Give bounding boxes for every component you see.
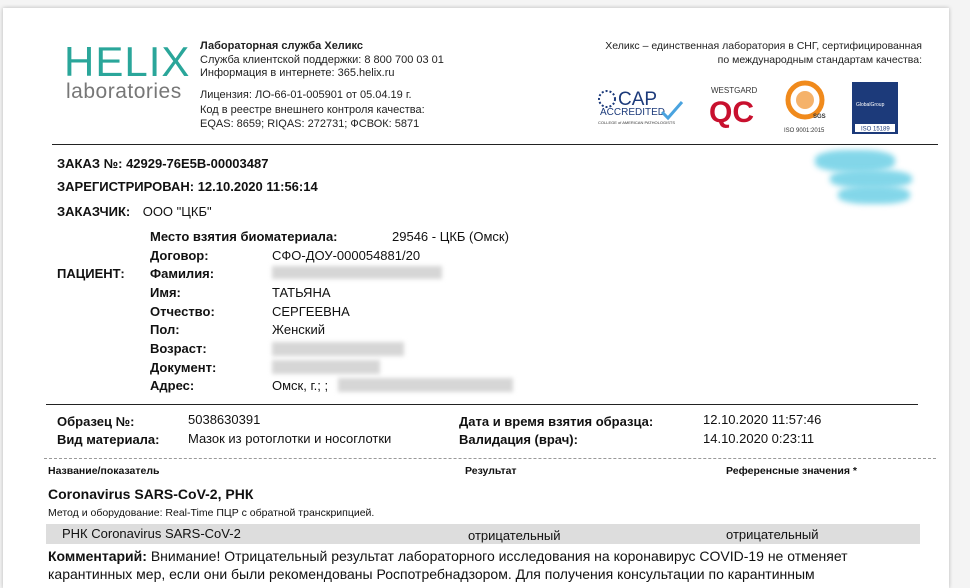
age-label: Возраст: <box>150 341 207 356</box>
sgs-main-text: SGS <box>813 114 826 120</box>
method-label: Метод и оборудование: <box>48 507 163 519</box>
lab-name: Лабораторная служба Хеликс <box>200 40 364 52</box>
sample-number-value: 5038630391 <box>188 412 261 427</box>
certification-text <box>605 40 922 67</box>
sgs-bottom-text: ISO 9001:2015 <box>784 128 825 134</box>
helix-logo-sub: laboratories <box>66 80 182 103</box>
result-row-reference: отрицательный <box>726 527 819 542</box>
col-name-header: Название/показатель <box>48 465 160 477</box>
gg-bottom-text: ISO 15189 <box>861 126 890 133</box>
qc-top-text: WESTGARD <box>711 86 758 95</box>
cap-top-text: CAP <box>618 89 658 110</box>
cap-bottom-text: COLLEGE of AMERICAN PATHOLOGISTS <box>598 120 675 125</box>
order-number-label: ЗАКАЗ №: <box>57 156 123 171</box>
comment-line-2: карантинных мер, если они были рекомендованы Роспотребнадзором. Для получения консультации по карантинным <box>48 566 815 582</box>
result-row-name: РНК Coronavirus SARS-CoV-2 <box>62 526 241 541</box>
sex-label: Пол: <box>150 322 180 337</box>
customer <box>57 203 212 221</box>
sample-taken-label: Дата и время взятия образца: <box>459 414 654 429</box>
westgard-qc-icon <box>708 84 764 128</box>
sample-taken-value: 12.10.2020 11:57:46 <box>703 412 822 427</box>
surname-redacted <box>272 266 442 279</box>
order-number <box>57 156 268 171</box>
order-number-value: 42929-76E5B-00003487 <box>126 156 269 171</box>
address-label: Адрес: <box>150 378 195 393</box>
gg-main-text: GlobalGroup <box>856 102 885 108</box>
patronymic-label: Отчество: <box>150 304 215 319</box>
results-divider <box>44 458 936 459</box>
first-name-label: Имя: <box>150 285 181 300</box>
cap-mid-text: ACCREDITED <box>600 107 666 118</box>
patient-section-label: ПАЦИЕНТ: <box>57 266 125 281</box>
col-reference-header: Референсные значения * <box>726 465 857 477</box>
registered-value: 12.10.2020 11:56:14 <box>197 179 318 194</box>
comment-text-1: Внимание! Отрицательный результат лабораторного исследования на коронавирус COVID-19 не отменяет <box>150 548 848 564</box>
sgs-iso-logo <box>783 80 835 134</box>
method <box>48 507 374 519</box>
lab-quality-code-label: Код в реестре внешнего контроля качества: <box>200 104 425 116</box>
document-label: Документ: <box>150 360 217 375</box>
result-row-value: отрицательный <box>468 528 561 543</box>
first-name-value: ТАТЬЯНА <box>272 285 331 300</box>
lab-quality-codes: EQAS: 8659; RIQAS: 272731; ФСВОК: 5871 <box>200 117 420 130</box>
redaction-mark <box>838 186 910 204</box>
customer-label: ЗАКАЗЧИК: <box>57 204 131 219</box>
surname-label: Фамилия: <box>150 266 215 281</box>
collection-site-value: 29546 - ЦКБ (Омск) <box>392 229 509 244</box>
patronymic-value: СЕРГЕЕВНА <box>272 304 350 319</box>
test-title: Coronavirus SARS-CoV-2, РНК <box>48 486 254 502</box>
address-value: Омск, г.; ; <box>272 378 329 393</box>
lab-phone: Служба клиентской поддержки: 8 800 700 03 01 <box>200 53 444 66</box>
customer-value: ООО "ЦКБ" <box>142 204 212 219</box>
comment-line-1 <box>48 548 848 564</box>
material-label: Вид материала: <box>57 432 160 447</box>
contract-label: Договор: <box>150 248 209 263</box>
cap-accredited-logo <box>598 86 690 126</box>
validation-label: Валидация (врач): <box>459 432 578 447</box>
lab-info <box>200 40 444 131</box>
westgard-qc-logo <box>708 84 764 128</box>
material-value: Мазок из ротоглотки и носоглотки <box>188 431 392 446</box>
qc-main-text: QC <box>709 96 754 128</box>
cert-line-1: Хеликс – единственная лаборатория в СНГ, сертифицированная <box>605 40 922 52</box>
comment-label: Комментарий: <box>48 548 147 564</box>
sample-number-label: Образец №: <box>57 414 135 429</box>
redaction-mark <box>815 150 895 172</box>
sex-value: Женский <box>272 322 325 337</box>
document-redacted <box>272 360 380 374</box>
cert-line-2: по международным стандартам качества: <box>717 53 922 66</box>
col-result-header: Результат <box>465 465 517 477</box>
age-redacted <box>272 342 404 356</box>
validation-value: 14.10.2020 0:23:11 <box>703 431 815 446</box>
globalgroup-iso-logo <box>852 82 898 134</box>
contract-value: СФО-ДОУ-000054881/20 <box>272 248 421 263</box>
method-value: Real-Time ПЦР с обратной транскрипцией. <box>165 507 375 519</box>
sample-divider <box>46 404 918 405</box>
globalgroup-icon <box>852 82 898 134</box>
collection-site-label: Место взятия биоматериала: <box>150 229 338 244</box>
header-divider <box>52 144 938 145</box>
lab-license: Лицензия: ЛО-66-01-005901 от 05.04.19 г. <box>200 88 412 101</box>
lab-website: Информация в интернете: 365.helix.ru <box>200 67 395 79</box>
helix-logo-main: HELIX <box>64 38 191 85</box>
sgs-seal-icon <box>783 80 835 134</box>
address-redacted <box>338 378 513 392</box>
registered-label: ЗАРЕГИСТРИРОВАН: <box>57 179 195 194</box>
cap-seal-icon <box>598 86 690 126</box>
registered <box>57 179 318 194</box>
